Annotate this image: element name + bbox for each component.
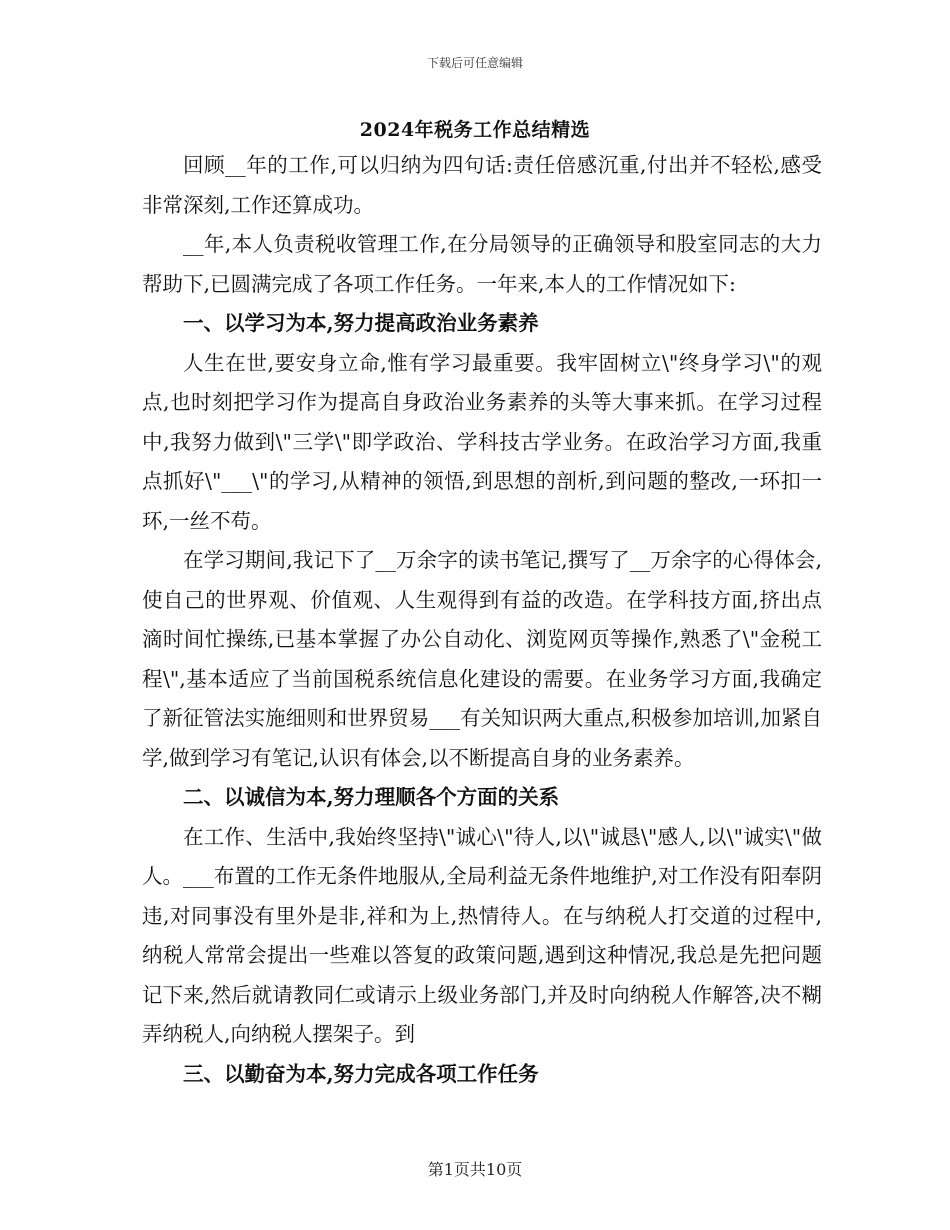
section-heading-2: 二、以诚信为本,努力理顺各个方面的关系: [183, 785, 560, 809]
paragraph-study-2: 在学习期间,我记下了__万余字的读书笔记,撰写了__万余字的心得体会,使自己的世界观、价值观、人生观得到有益的改造。在学科技方面,挤出点滴时间忙操练,已基本掌握了办公自动化、浏览网页等操作,熟悉了\"金税工程\",基本适应了当前国税系统信息化建设的需要。在业务学习方面,我确定了新征管法实施细则和世界贸易___有关知识两大重点,积极参加培训,加紧自学,做到学习有笔记,认识有体会,以不断提高自身的业务素养。: [142, 548, 822, 770]
paragraph-overview: __年,本人负责税收管理工作,在分局领导的正确领导和股室同志的大力帮助下,已圆满完成了各项工作任务。一年来,本人的工作情况如下:: [142, 232, 822, 296]
paragraph-study-1: 人生在世,要安身立命,惟有学习最重要。我牢固树立\"终身学习\"的观点,也时刻把学习作为提高自身政治业务素养的头等大事来抓。在学习过程中,我努力做到\"三学\"即学政治、学科技古学业务。在政治学习方面,我重点抓好\"___\"的学习,从精神的领悟,到思想的剖析,到问题的整改,一环扣一环,一丝不苟。: [142, 350, 822, 533]
page-header: 下载后可任意编辑: [426, 56, 523, 70]
section-heading-1: 一、以学习为本,努力提高政治业务素养: [183, 311, 539, 335]
document-body: [142, 146, 822, 1094]
document-title: 2024年税务工作总结精选: [359, 119, 591, 141]
page-footer: 第1页共10页: [427, 1160, 523, 1179]
paragraph-intro: 回顾__年的工作,可以归纳为四句话:责任倍感沉重,付出并不轻松,感受非常深刻,工作还算成功。: [142, 153, 822, 217]
section-heading-3: 三、以勤奋为本,努力完成各项工作任务: [183, 1061, 539, 1086]
paragraph-integrity: 在工作、生活中,我始终坚持\"诚心\"待人,以\"诚恳\"感人,以\"诚实\"做人。___布置的工作无条件地服从,全局利益无条件地维护,对工作没有阳奉阴违,对同事没有里外是非,祥和为上,热情待人。在与纳税人打交道的过程中,纳税人常常会提出一些难以答复的政策问题,遇到这种情况,我总是先把问题记下来,然后就请教同仁或请示上级业务部门,并及时向纳税人作解答,决不糊弄纳税人,向纳税人摆架子。到: [142, 824, 822, 1046]
